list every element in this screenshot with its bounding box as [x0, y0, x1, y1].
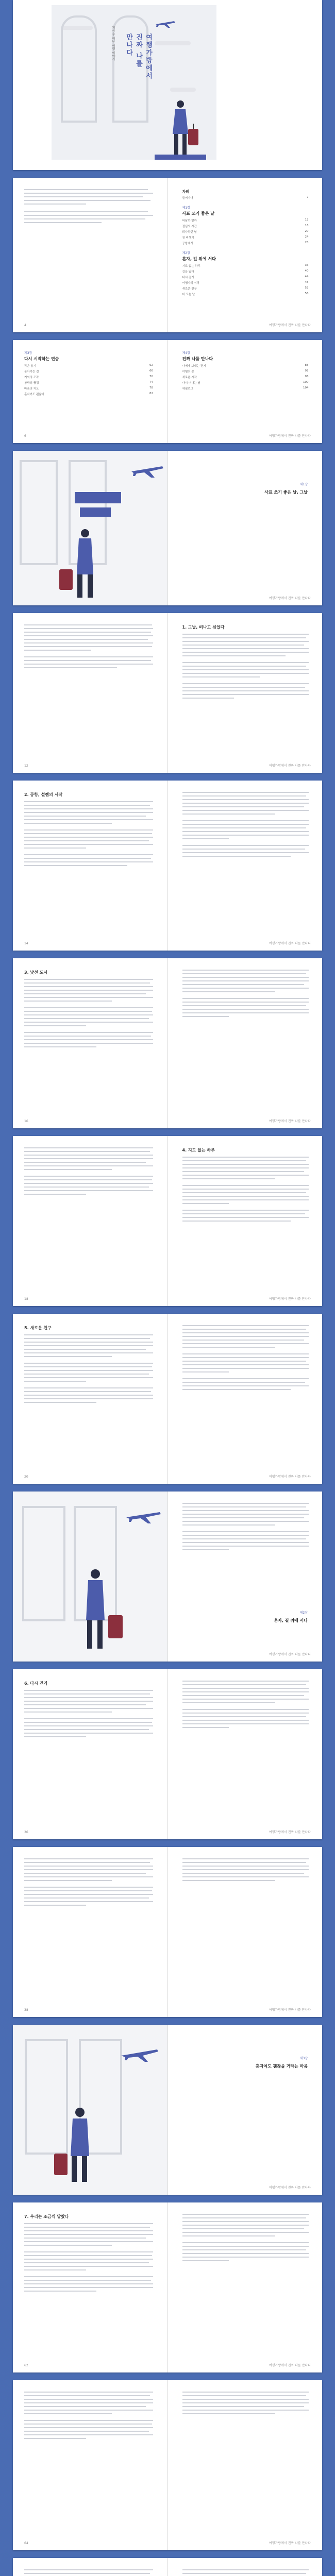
- running-footer: 여행가방에서 진짜 나를 만나다: [269, 1120, 311, 1123]
- body-text: [24, 1858, 153, 1908]
- section-title: 3. 낯선 도시: [24, 970, 48, 975]
- page-left: [13, 2558, 168, 2576]
- cover-subtitle: 퇴사 후 떠난 여행 이야기: [111, 26, 115, 61]
- body-text: [182, 1858, 309, 1884]
- toc-item: 혼자여도 괜찮아 82: [24, 392, 153, 396]
- chapter-title: 혼자, 길 위에 서다: [274, 1618, 308, 1623]
- page-left: 64: [13, 2380, 168, 2550]
- body-text: [182, 634, 309, 701]
- page-right: [168, 781, 323, 951]
- toc-item: 길을 잃다 40: [182, 269, 309, 274]
- body-text: [24, 801, 153, 869]
- toc-item: 다시 떠나는 날 100: [182, 381, 309, 385]
- page-right: [168, 340, 323, 443]
- page-right: [168, 178, 323, 332]
- page-left: 3. 낯선 도시 16: [13, 958, 168, 1128]
- section-title: 6. 다시 걷기: [24, 1681, 48, 1686]
- text-spread: [13, 958, 322, 1128]
- body-text: [24, 624, 153, 671]
- toc-item: 작은 용기 62: [24, 364, 153, 368]
- toc-item: 결심의 시간 16: [182, 224, 309, 228]
- toc-chapter-title: 다시 시작하는 연습: [24, 357, 59, 361]
- page-right: [168, 1492, 323, 1662]
- toc-item: 비 오는 날 56: [182, 292, 309, 296]
- window-frame: [61, 15, 97, 123]
- text-spread: [13, 1847, 322, 2017]
- toc-item: 마음의 지도 78: [24, 386, 153, 391]
- page-left: 6. 다시 걷기 36: [13, 1669, 168, 1839]
- chapter-opener-3: [13, 2025, 322, 2195]
- running-footer: 여행가방에서 진짜 나를 만나다: [269, 2364, 311, 2367]
- section-title: 1. 그날, 떠나고 싶었다: [182, 625, 225, 630]
- body-text: [182, 2569, 309, 2576]
- toc-chapter-label: 제4장: [182, 351, 190, 355]
- page-left: 2. 공항, 설렘의 시작 14: [13, 781, 168, 951]
- page-left: 4: [13, 178, 168, 332]
- text-spread: [13, 1314, 322, 1484]
- toc-chapter-label: 제3장: [24, 351, 32, 355]
- body-text: [182, 2214, 309, 2264]
- toc-item: 기억의 조각 70: [24, 375, 153, 379]
- body-text: [182, 1503, 309, 1553]
- page-left: [13, 451, 168, 605]
- toc-item: 새로운 친구 52: [182, 286, 309, 291]
- toc-item: 첫 비행기 24: [182, 235, 309, 240]
- prologue-text: [24, 189, 153, 226]
- airport-illustration: [13, 451, 167, 605]
- running-footer: 여행가방에서 진짜 나를 만나다: [269, 1297, 311, 1301]
- body-text: [24, 1334, 153, 1405]
- toc-item: 새로운 시작 96: [182, 375, 309, 379]
- toc-item: 창밖의 풍경 74: [24, 381, 153, 385]
- toc-item: 지도 없는 하루 36: [182, 264, 309, 268]
- page-right: [168, 958, 323, 1128]
- running-footer: 여행가방에서 진짜 나를 만나다: [269, 2541, 311, 2545]
- toc-item: 다시 걷기 44: [182, 275, 309, 279]
- body-text: [182, 1681, 309, 1731]
- toc-item: 돌아가는 길 66: [24, 369, 153, 374]
- page-left: [13, 2025, 168, 2195]
- running-footer: 여행가방에서 진짜 나를 만나다: [269, 1475, 311, 1479]
- toc-item: 에필로그 104: [182, 386, 309, 391]
- page-right: [168, 1669, 323, 1839]
- page-left: 38: [13, 1847, 168, 2017]
- cover-spread: [13, 0, 322, 170]
- text-spread: [13, 2380, 322, 2550]
- running-footer: 여행가방에서 진짜 나를 만나다: [269, 942, 311, 945]
- body-text: [182, 1157, 309, 1224]
- chapter-opener-1: [13, 451, 322, 605]
- toc-chapter-title: 진짜 나를 만나다: [182, 357, 213, 361]
- text-spread: [13, 1669, 322, 1839]
- traveler-illustration: [13, 1492, 167, 1662]
- page-right: [168, 2380, 323, 2550]
- running-footer: 여행가방에서 진짜 나를 만나다: [269, 1831, 311, 1834]
- section-title: 7. 우리는 조금씩 달랐다: [24, 2214, 69, 2219]
- body-text: [182, 1325, 309, 1393]
- body-text: [24, 2569, 153, 2576]
- body-text: [24, 2392, 153, 2442]
- toc-chapter-label: 제1장: [182, 206, 190, 210]
- chapter-opener-2: [13, 1492, 322, 1662]
- page-right: [168, 1136, 323, 1306]
- page-right: [168, 2025, 323, 2195]
- chapter-label: 제2장: [299, 1611, 308, 1615]
- cover-title: 여행가방에서 진짜 나를 만나다: [125, 33, 152, 80]
- page-right: [168, 1314, 323, 1484]
- traveler-illustration: [160, 98, 201, 160]
- toc-item: 떠날까 말까 12: [182, 218, 309, 223]
- toc-chapter-title: 사표 쓰기 좋은 날: [182, 211, 214, 216]
- page-left: 18: [13, 1136, 168, 1306]
- toc-heading: 차례: [182, 190, 190, 194]
- chapter-label: 제3장: [299, 2057, 308, 2060]
- page-right: [168, 1847, 323, 2017]
- page-left: 7. 우리는 조금씩 달랐다 62: [13, 2202, 168, 2372]
- running-footer: 여행가방에서 진짜 나를 만나다: [269, 2186, 311, 2190]
- text-spread: [13, 2558, 322, 2576]
- page-right: [168, 451, 323, 605]
- body-text: [182, 792, 309, 859]
- running-footer: 여행가방에서 진짜 나를 만나다: [269, 597, 311, 600]
- chapter-title: 사표 쓰기 좋은 날, 그날: [264, 490, 308, 495]
- running-footer: 여행가방에서 진짜 나를 만나다: [269, 2008, 311, 2012]
- toc-item: 여행의 끝 92: [182, 369, 309, 374]
- page-left: 제3장 다시 시작하는 연습 작은 용기 62 돌아가는 길 66 기억의 조각 70 창밖의 풍경 74 마음의 지도 78 혼자여도 괜찮아 82 6: [13, 340, 168, 443]
- toc-spread-2: [13, 340, 322, 443]
- cover-background: [52, 5, 216, 160]
- toc-chapter-label: 제2장: [182, 251, 190, 255]
- running-footer: 여행가방에서 진짜 나를 만나다: [269, 1653, 311, 1656]
- traveler-illustration: [13, 2025, 167, 2195]
- body-text: [182, 2392, 309, 2417]
- toc-item: 퇴사하던 날 20: [182, 230, 309, 234]
- section-title: 2. 공항, 설렘의 시작: [24, 792, 63, 797]
- running-footer: 여행가방에서 진짜 나를 만나다: [269, 324, 311, 327]
- page-left: 12: [13, 613, 168, 773]
- body-text: [182, 970, 309, 1020]
- body-text: [24, 2223, 153, 2294]
- body-text: [24, 1690, 153, 1740]
- body-text: [24, 979, 153, 1050]
- page-right: [168, 2202, 323, 2372]
- page-left: [13, 1492, 168, 1662]
- chapter-label: 제1장: [299, 483, 308, 486]
- airplane-icon: [155, 18, 175, 28]
- toc-item: 나에게 보내는 편지 88: [182, 364, 309, 368]
- text-spread: [13, 1136, 322, 1306]
- running-footer: 여행가방에서 진짜 나를 만나다: [269, 764, 311, 768]
- toc-item: 공항에서 28: [182, 241, 309, 245]
- toc-item: 여행자의 식탁 48: [182, 281, 309, 285]
- ground-strip: [155, 155, 206, 160]
- running-footer: 여행가방에서 진짜 나를 만나다: [269, 434, 311, 438]
- toc-prologue: 들어가며 7: [182, 196, 309, 200]
- section-title: 4. 지도 없는 하루: [182, 1148, 215, 1153]
- toc-spread: [13, 178, 322, 332]
- page-right: [168, 2558, 323, 2576]
- page-right: [168, 613, 323, 773]
- page-left: 5. 새로운 친구 20: [13, 1314, 168, 1484]
- toc-chapter-title: 혼자, 길 위에 서다: [182, 257, 216, 261]
- section-title: 5. 새로운 친구: [24, 1326, 52, 1330]
- text-spread: [13, 781, 322, 951]
- chapter-title: 혼자여도 괜찮을 거라는 마음: [255, 2064, 308, 2069]
- text-spread: [13, 613, 322, 773]
- body-text: [24, 1147, 153, 1197]
- text-spread: [13, 2202, 322, 2372]
